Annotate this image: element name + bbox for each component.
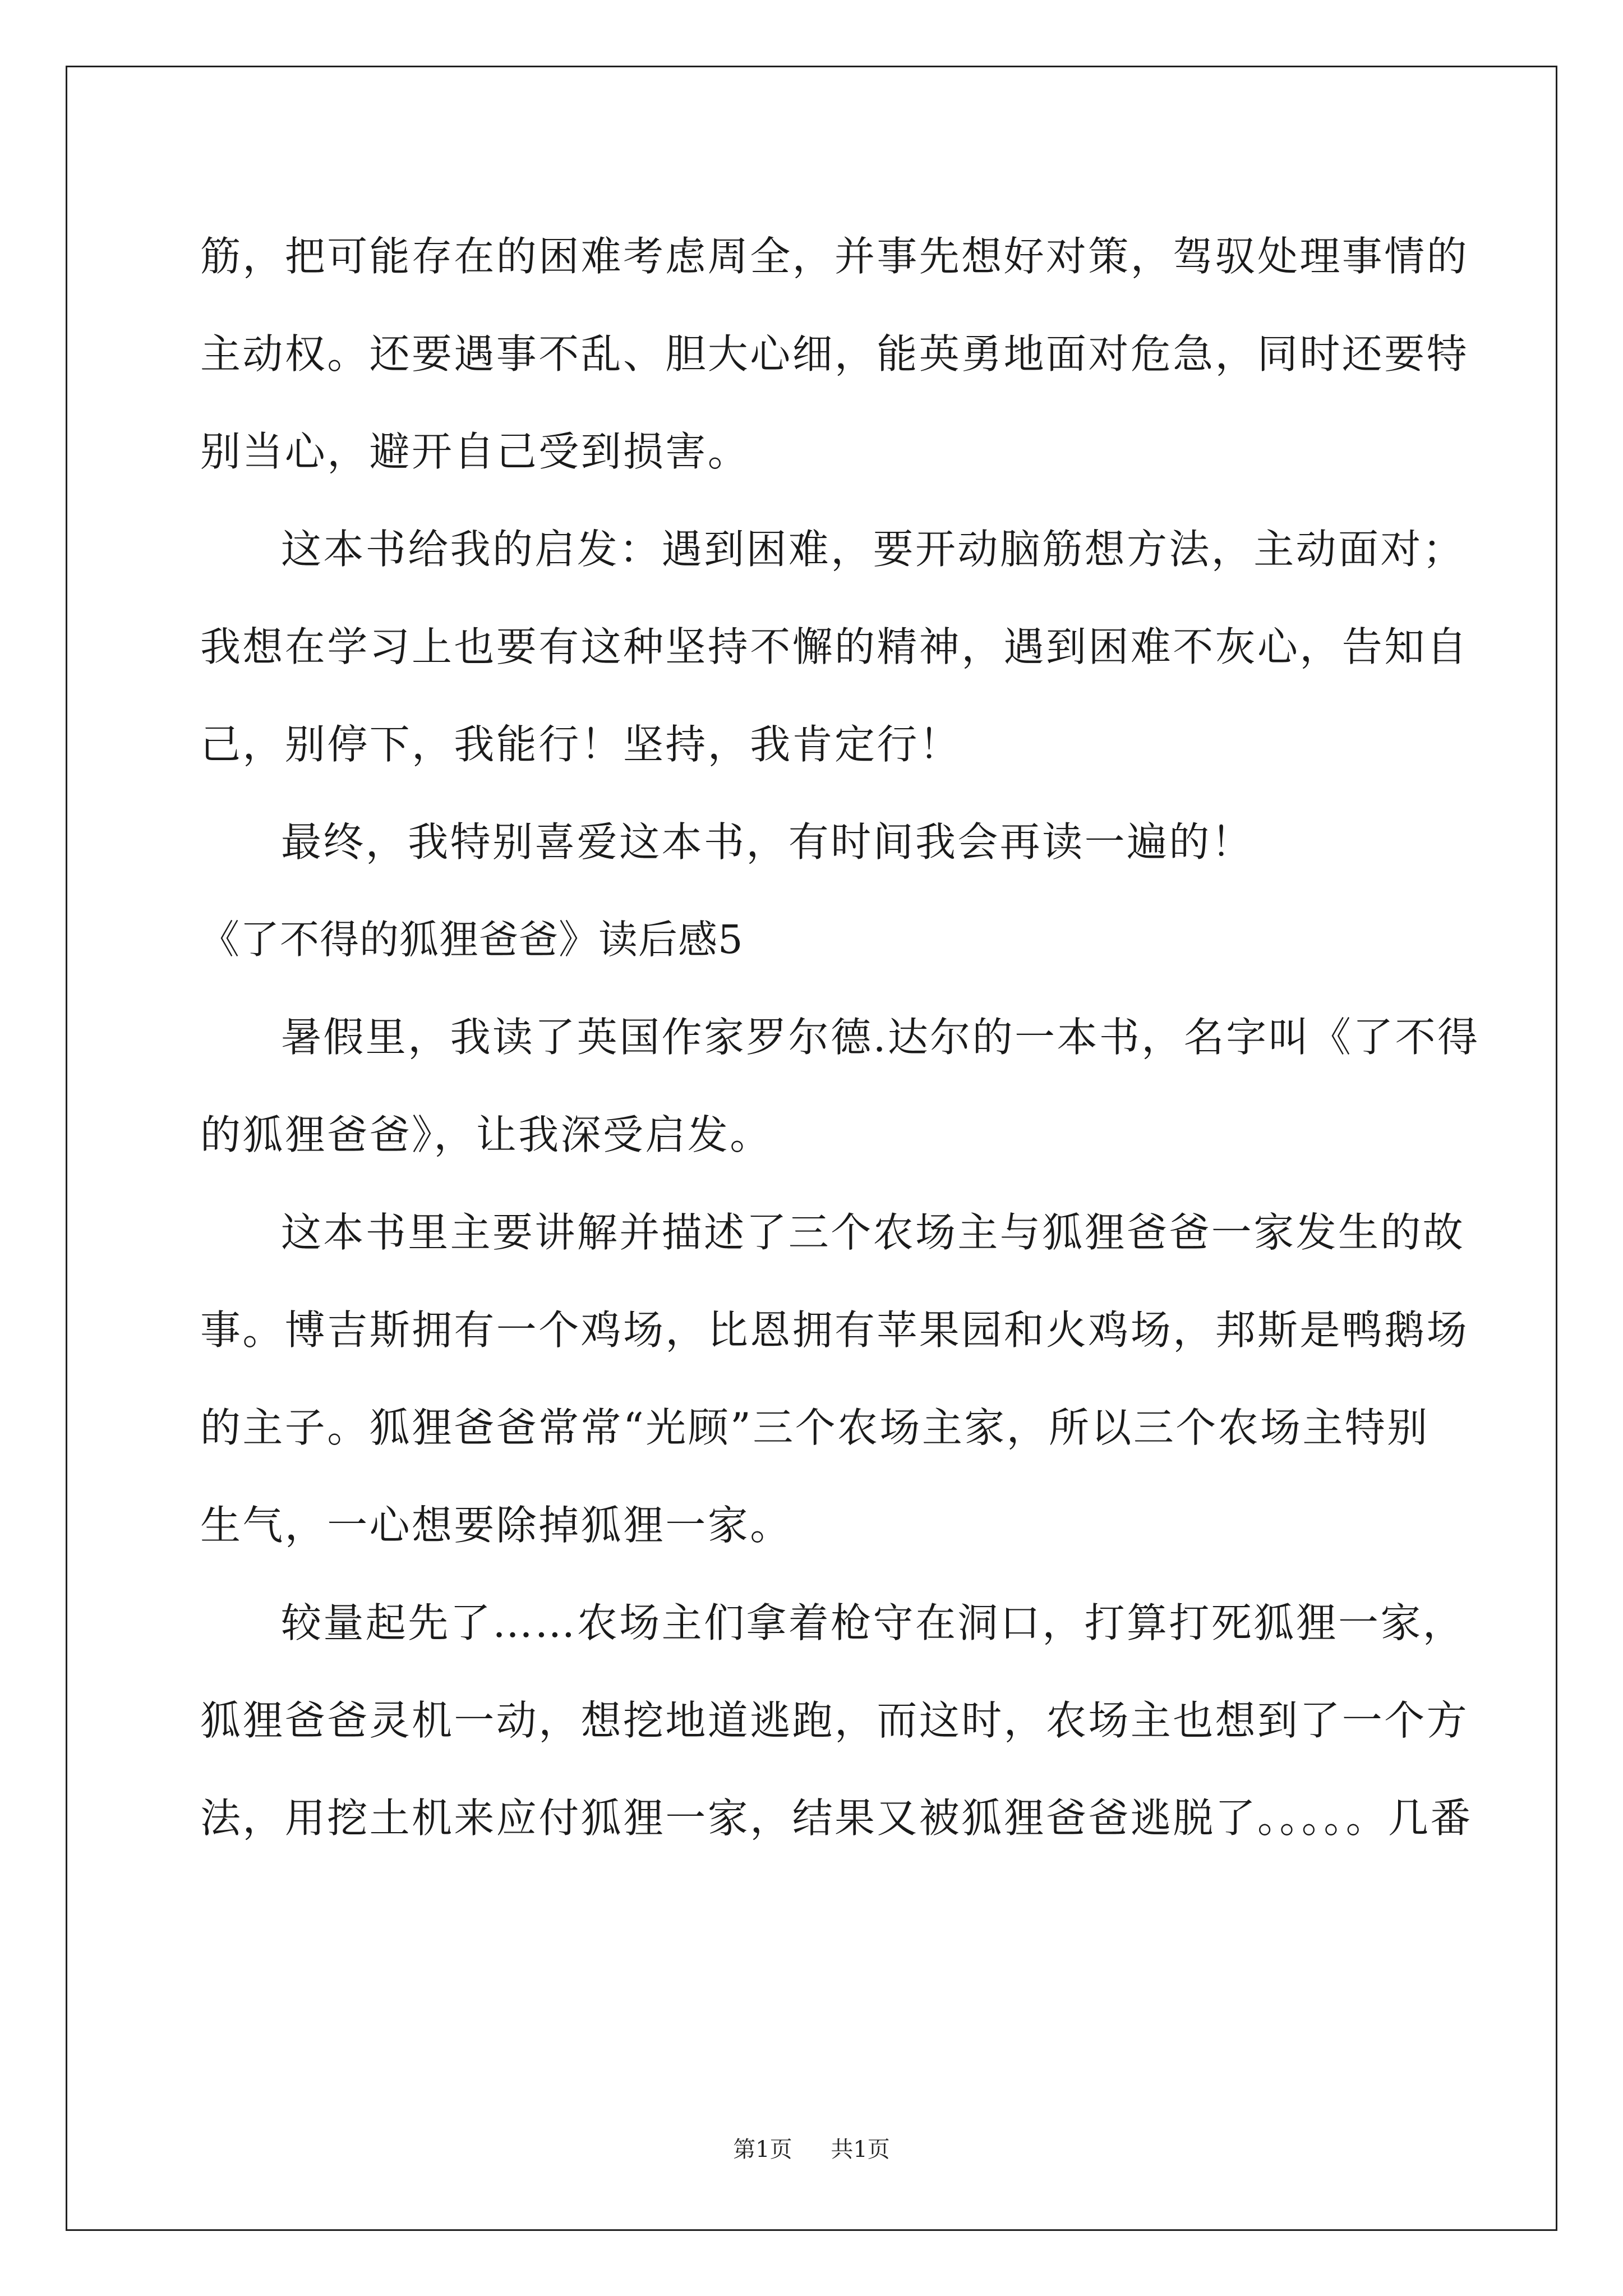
paragraph-start-line: 较量起先了……农场主们拿着枪守在洞口，打算打死狐狸一家， — [281, 1599, 1465, 1646]
text-line: 筋，把可能存在的困难考虑周全，并事先想好对策，驾驭处理事情的 — [200, 233, 1469, 280]
text-line: 法，用挖土机来应付狐狸一家，结果又被狐狸爸爸逃脱了。。。。。几番 — [200, 1795, 1473, 1842]
text-line: 事。博吉斯拥有一个鸡场，比恩拥有苹果园和火鸡场，邦斯是鸭鹅场 — [200, 1306, 1469, 1354]
page-number-current: 第1页 — [733, 2137, 792, 2162]
paragraph-start-line: 最终，我特别喜爱这本书，有时间我会再读一遍的！ — [281, 818, 1254, 866]
text-line: 别当心，避开自己受到损害。 — [200, 428, 750, 475]
text-line: 的主子。狐狸爸爸常常“光顾”三个农场主家，所以三个农场主特别 — [200, 1404, 1430, 1451]
document-body — [200, 208, 1480, 1867]
text-line: 主动权。还要遇事不乱、胆大心细，能英勇地面对危急，同时还要特 — [200, 330, 1469, 378]
paragraph-start-line: 暑假里，我读了英国作家罗尔德.达尔的一本书，名字叫《了不得 — [281, 1014, 1480, 1061]
paragraph-start-line: 这本书里主要讲解并描述了三个农场主与狐狸爸爸一家发生的故 — [281, 1209, 1465, 1256]
text-line: 的狐狸爸爸》，让我深受启发。 — [200, 1111, 772, 1158]
text-line: 己，别停下，我能行！坚持，我肯定行！ — [200, 721, 962, 768]
paragraph-start-line: 这本书给我的启发：遇到困难，要开动脑筋想方法，主动面对； — [281, 526, 1465, 573]
page-number-total: 共1页 — [831, 2137, 890, 2162]
text-line: 狐狸爸爸灵机一动，想挖地道逃跑，而这时，农场主也想到了一个方 — [200, 1697, 1469, 1744]
section-heading: 《了不得的狐狸爸爸》读后感5 — [200, 917, 744, 963]
text-line: 生气，一心想要除掉狐狸一家。 — [200, 1502, 792, 1549]
text-line: 我想在学习上也要有这种坚持不懈的精神，遇到困难不灰心，告知自 — [200, 623, 1469, 670]
page-footer — [0, 2132, 1623, 2164]
